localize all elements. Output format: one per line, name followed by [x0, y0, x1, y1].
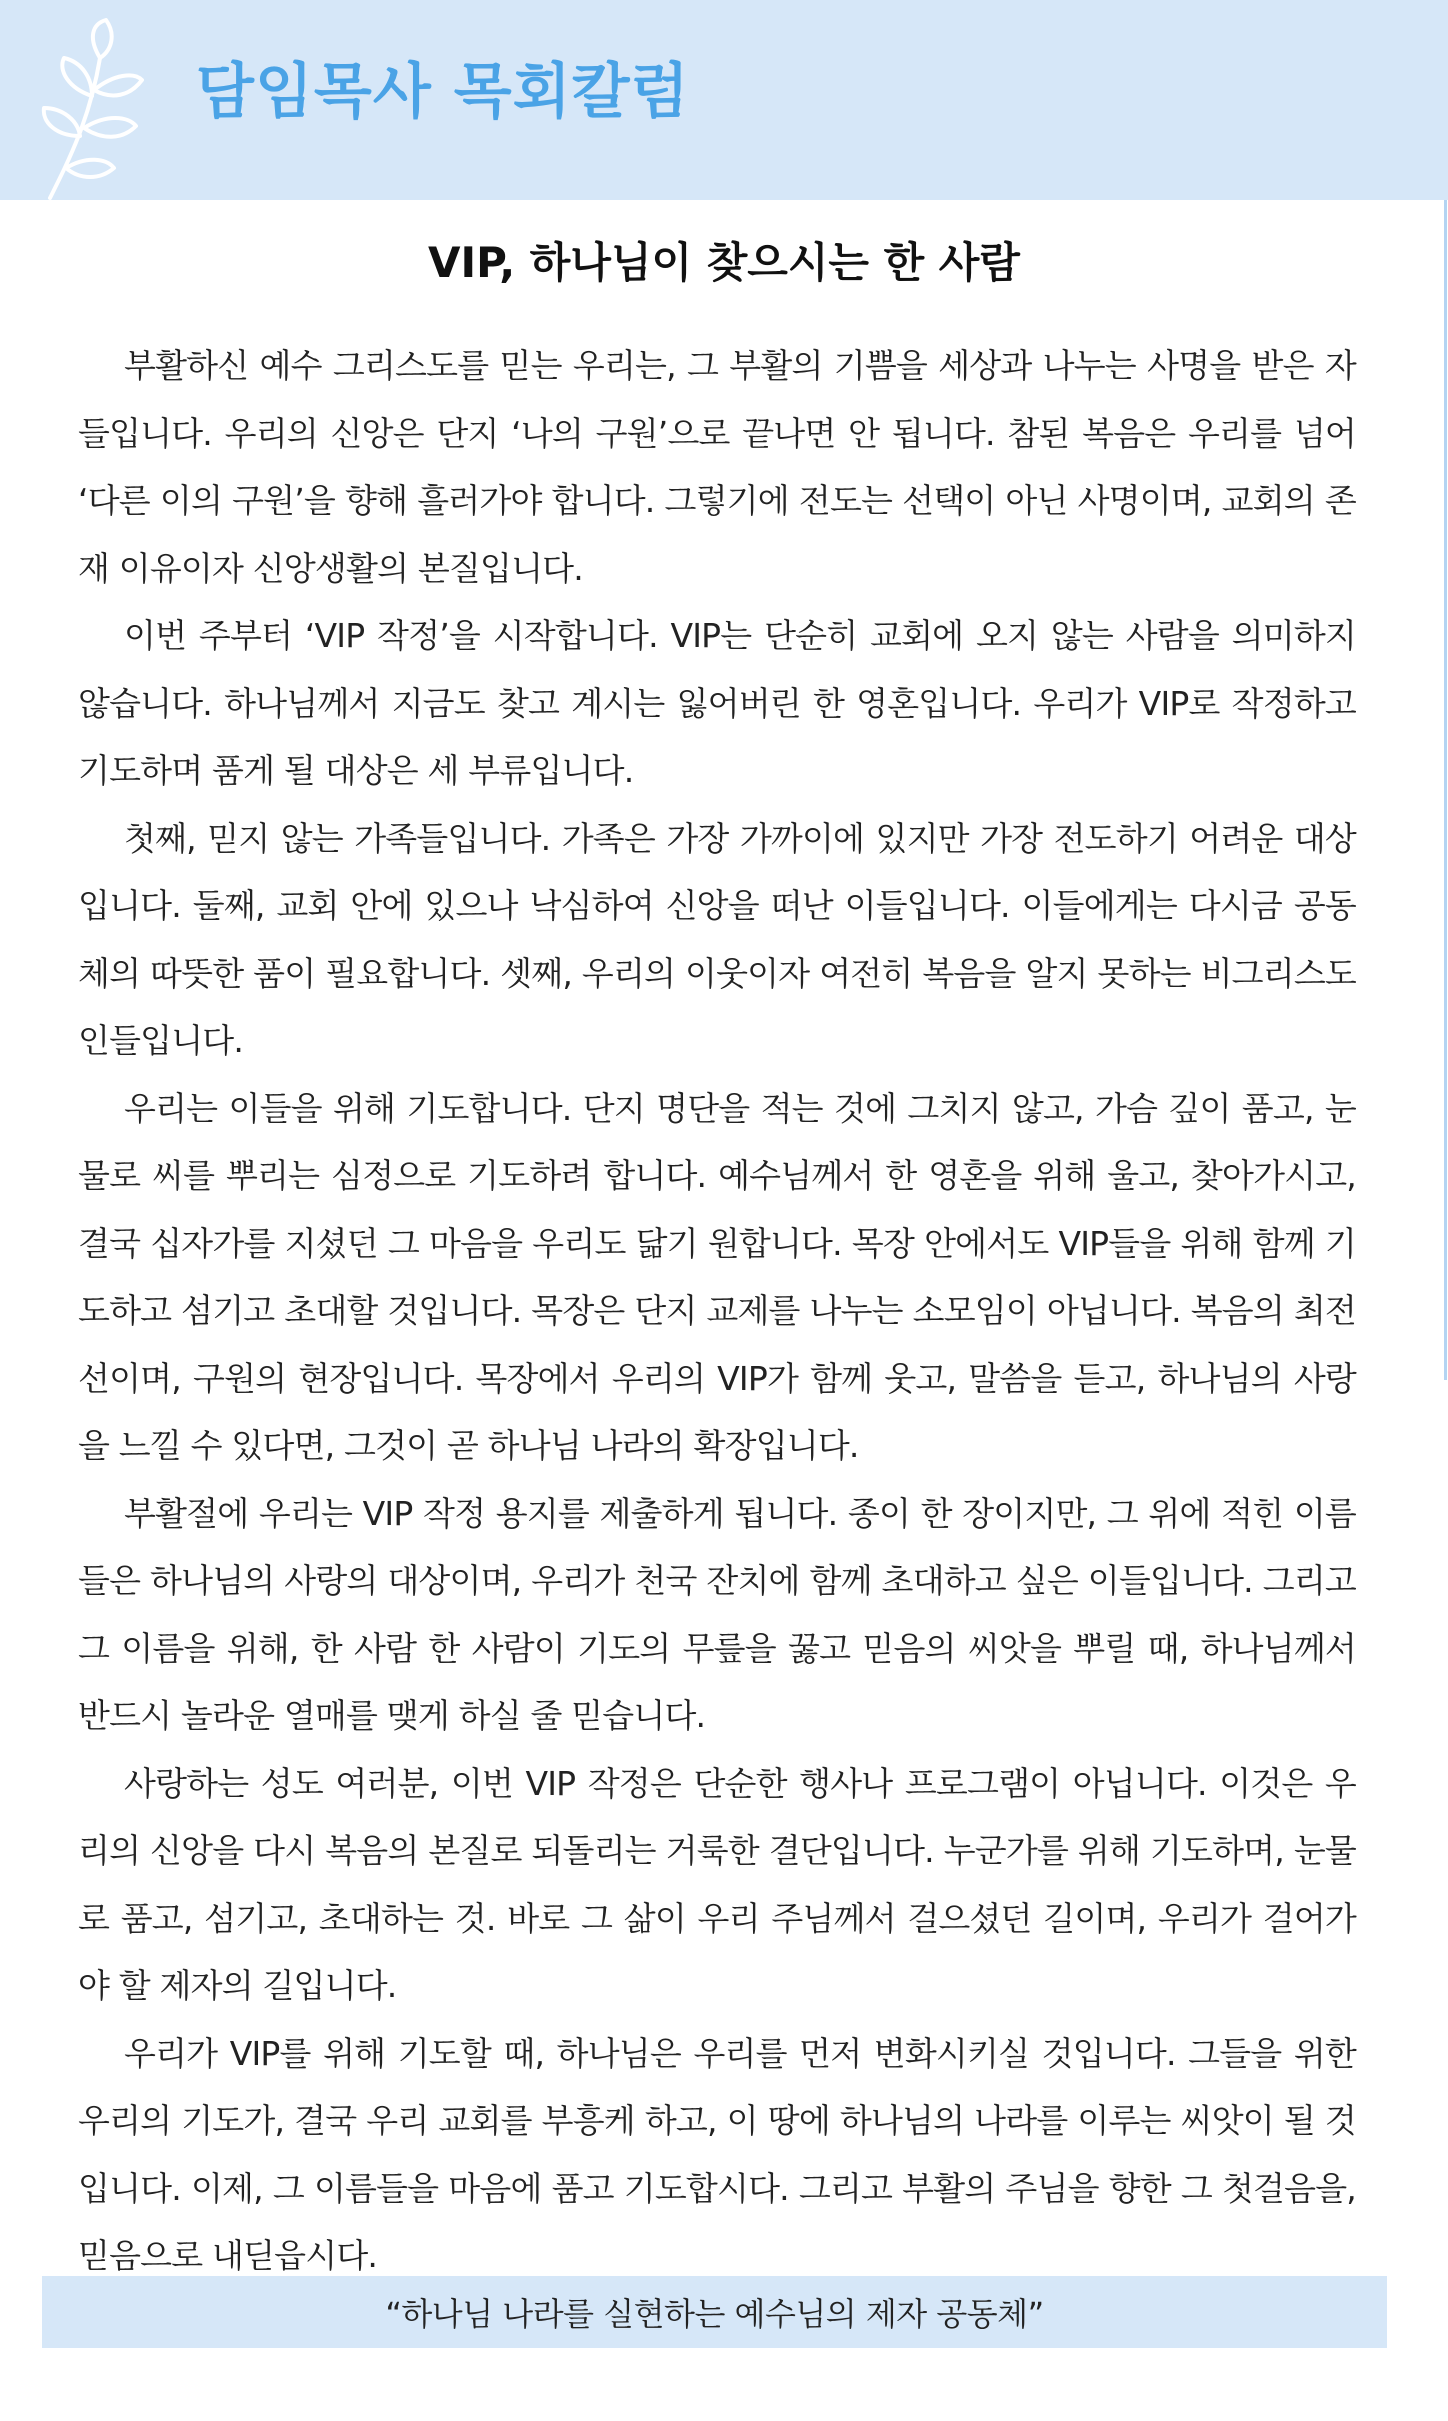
article-title: VIP, 하나님이 찾으시는 한 사람 [428, 238, 1020, 287]
church-motto-band [42, 2276, 1387, 2348]
leaf-branch-icon [30, 18, 180, 200]
column-header [0, 0, 1448, 200]
paragraph: 부활절에 우리는 VIP 작정 용지를 제출하게 됩니다. 종이 한 장이지만, 그 위에 적힌 이름들은 하나님의 사랑의 대상이며, 우리가 천국 잔치에 함께 초대하고 싶은 이들입니다. 그리고 그 이름을 위해, 한 사람 한 사람이 기도의 무릎을 꿇고 믿음의 씨앗을 뿌릴 때, 하나님께서 반드시 놀라운 열매를 맺게 하실 줄 믿습니다. [78, 1493, 1356, 1735]
paragraph: 사랑하는 성도 여러분, 이번 VIP 작정은 단순한 행사나 프로그램이 아닙니다. 이것은 우리의 신앙을 다시 복음의 본질로 되돌리는 거룩한 결단입니다. 누군가를 위해 기도하며, 눈물로 품고, 섬기고, 초대하는 것. 바로 그 삶이 우리 주님께서 걸으셨던 길이며, 우리가 걸어가야 할 제자의 길입니다. [78, 1763, 1356, 2005]
paragraph: 첫째, 믿지 않는 가족들입니다. 가족은 가장 가까이에 있지만 가장 전도하기 어려운 대상입니다. 둘째, 교회 안에 있으나 낙심하여 신앙을 떠난 이들입니다. 이들에게는 다시금 공동체의 따뜻한 품이 필요합니다. 셋째, 우리의 이웃이자 여전히 복음을 알지 못하는 비그리스도인들입니다. [78, 818, 1356, 1060]
paragraph: 이번 주부터 ‘VIP 작정’을 시작합니다. VIP는 단순히 교회에 오지 않는 사람을 의미하지 않습니다. 하나님께서 지금도 찾고 계시는 잃어버린 한 영혼입니다. 우리가 VIP로 작정하고 기도하며 품게 될 대상은 세 부류입니다. [78, 616, 1356, 790]
article-body [78, 332, 1356, 2290]
paragraph: 우리는 이들을 위해 기도합니다. 단지 명단을 적는 것에 그치지 않고, 가슴 깊이 품고, 눈물로 씨를 뿌리는 심정으로 기도하려 합니다. 예수님께서 한 영혼을 위해 울고, 찾아가시고, 결국 십자가를 지셨던 그 마음을 우리도 닮기 원합니다. 목장 안에서도 VIP들을 위해 함께 기도하고 섬기고 초대할 것입니다. 목장은 단지 교제를 나누는 소모임이 아닙니다. 복음의 최전선이며, 구원의 현장입니다. 목장에서 우리의 VIP가 함께 웃고, 말씀을 듣고, 하나님의 사랑을 느낄 수 있다면, 그것이 곧 하나님 나라의 확장입니다. [78, 1088, 1356, 1465]
church-motto: “하나님 나라를 실현하는 예수님의 제자 공동체” [385, 2295, 1044, 2333]
column-section-title: 담임목사 목회칼럼 [196, 57, 690, 127]
paragraph: 우리가 VIP를 위해 기도할 때, 하나님은 우리를 먼저 변화시키실 것입니다. 그들을 위한 우리의 기도가, 결국 우리 교회를 부흥케 하고, 이 땅에 하나님의 나라를 이루는 씨앗이 될 것입니다. 이제, 그 이름들을 마음에 품고 기도합시다. 그리고 부활의 주님을 향한 그 첫걸음을, 믿음으로 내딛읍시다. [78, 2033, 1356, 2275]
paragraph: 부활하신 예수 그리스도를 믿는 우리는, 그 부활의 기쁨을 세상과 나누는 사명을 받은 자들입니다. 우리의 신앙은 단지 ‘나의 구원’으로 끝나면 안 됩니다. 참된 복음은 우리를 넘어 ‘다른 이의 구원’을 향해 흘러가야 합니다. 그렇기에 전도는 선택이 아닌 사명이며, 교회의 존재 이유이자 신앙생활의 본질입니다. [78, 346, 1356, 588]
right-divider-line [1444, 200, 1447, 1380]
